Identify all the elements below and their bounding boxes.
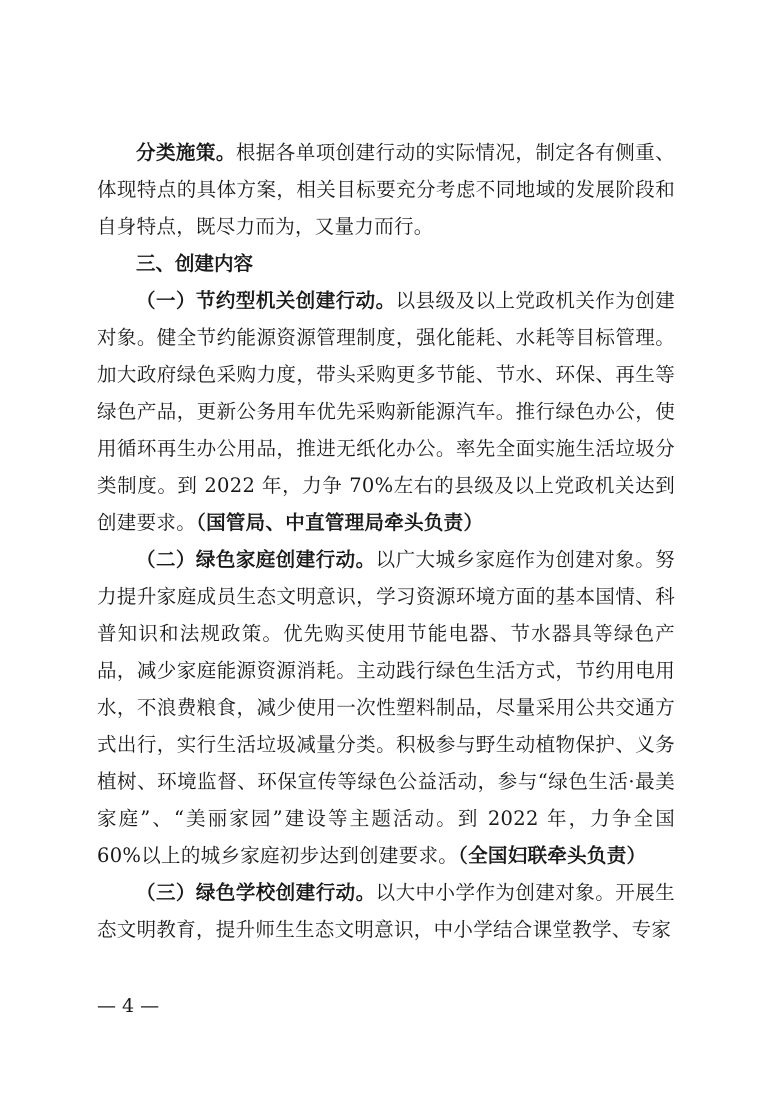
document-body xyxy=(97,134,675,948)
responsibility-note: （国管局、中直管理局牵头负责） xyxy=(196,511,484,534)
responsibility-note: （全国妇联牵头负责） xyxy=(458,844,647,867)
paragraph-text: 以广大城乡家庭作为创建对象。努力提升家庭成员生态文明意识，学习资源环境方面的基本国情、科普知识和法规政策。优先购买使用节能电器、节水器具等绿色产品，减少家庭能源资源消耗。主动践行绿色生活方式，节约用电用水，不浪费粮食，减少使用一次性塑料制品，尽量采用公共交通方式出行，实行生活垃圾减量分类。积极参与野生动植物保护、义务植树、环境监督、环保宣传等绿色公益活动，参与“绿色生活·最美家庭”、“美丽家园”建设等主题活动。到 2022 年，力争全国 60%以上的城乡家庭初步达到创建要求。 xyxy=(97,548,675,867)
paragraph-text: 以县级及以上党政机关作为创建对象。健全节约能源资源管理制度，强化能耗、水耗等目标管理。加大政府绿色采购力度，带头采购更多节能、节水、环保、再生等绿色产品，更新公务用车优先采购新能源汽车。推行绿色办公，使用循环再生办公用品，推进无纸化办公。率先全面实施生活垃圾分类制度。到 2022 年，力争 70%左右的县级及以上党政机关达到创建要求。 xyxy=(97,289,676,534)
paragraph-classified-measures xyxy=(97,134,675,245)
page-number: — 4 — xyxy=(97,995,160,1017)
paragraph-green-family xyxy=(97,541,675,874)
paragraph-lead: （三）绿色学校创建行动。 xyxy=(136,881,376,904)
paragraph-lead: （一）节约型机关创建行动。 xyxy=(136,289,396,312)
paragraph-text: 以大中小学作为创建对象。开展生态文明教育，提升师生生态文明意识，中小学结合课堂教学、专家 xyxy=(97,881,675,941)
section-heading: 三、创建内容 xyxy=(136,252,254,275)
paragraph-text: 根据各单项创建行动的实际情况，制定各有侧重、体现特点的具体方案，相关目标要充分考虑不同地域的发展阶段和自身特点，既尽力而为，又量力而行。 xyxy=(97,141,675,238)
paragraph-conservation-agency xyxy=(97,282,675,541)
paragraph-lead: （二）绿色家庭创建行动。 xyxy=(136,548,376,571)
paragraph-lead: 分类施策。 xyxy=(136,141,236,164)
paragraph-green-school xyxy=(97,874,675,948)
